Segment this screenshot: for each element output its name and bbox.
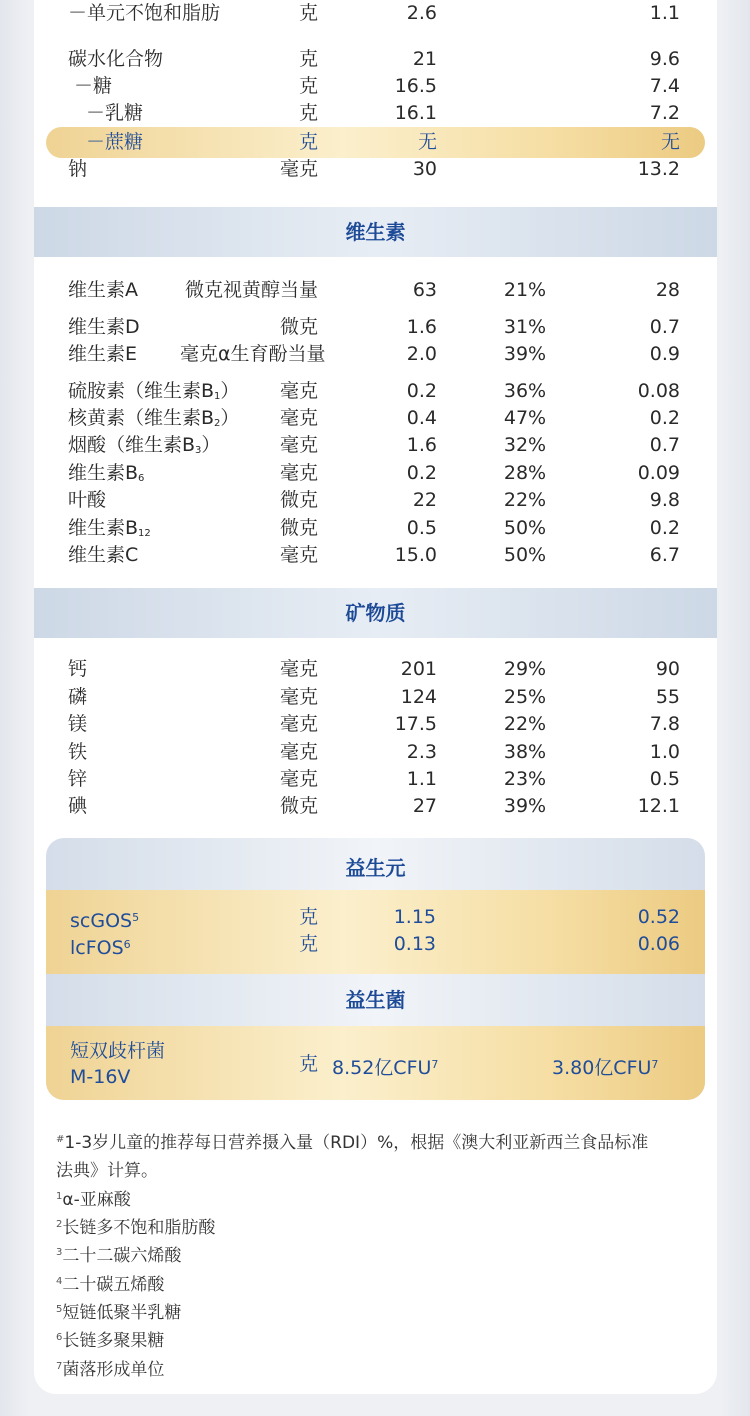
table-row	[34, 405, 717, 432]
footnote-mark: 3	[56, 1247, 63, 1258]
footnote-text: 二十二碳六烯酸	[62, 1246, 182, 1266]
prebiotics-band	[46, 890, 705, 974]
nutrient-per-serving: 0.5	[649, 768, 680, 790]
nutrient-per-serving: 0.2	[649, 517, 680, 539]
nutrient-rdi: 32%	[503, 434, 547, 456]
nutrient-rdi: 28%	[503, 462, 547, 484]
nutrient-name: 维生素D	[68, 316, 140, 338]
nutrient-unit: 微克	[279, 795, 318, 817]
nutrient-unit: 毫克	[279, 380, 318, 402]
table-row	[34, 277, 717, 304]
nutrient-name: 镁	[68, 713, 88, 735]
name-tail: ）	[220, 407, 240, 429]
name-subscript: 3	[195, 445, 202, 456]
name-tail: ）	[220, 380, 240, 402]
table-row	[34, 156, 717, 183]
name-text: 维生素B	[68, 517, 139, 539]
table-row	[34, 656, 717, 683]
nutrient-value: 16.5	[394, 75, 437, 97]
footnote	[56, 1126, 648, 1157]
footnote	[56, 1353, 164, 1384]
nutrient-per-serving: 55	[655, 686, 680, 708]
nutrient-value: 22	[412, 489, 437, 511]
nutrient-unit: 克	[298, 1053, 318, 1075]
nutrient-unit: 毫克	[279, 713, 318, 735]
nutrient-unit: 克	[298, 131, 318, 153]
nutrient-rdi: 22%	[503, 489, 547, 511]
name-subscript: 6	[138, 473, 145, 484]
nutrient-name: 维生素A	[68, 279, 138, 301]
section-header-probiotics: 益生菌	[345, 988, 406, 1012]
nutrient-name: －单元不饱和脂肪	[68, 2, 221, 24]
per-superscript: 7	[651, 1058, 659, 1071]
nutrient-name: 铁	[68, 741, 88, 763]
nutrient-value: 0.2	[406, 462, 437, 484]
table-row	[34, 73, 717, 100]
nutrient-value: 1.6	[406, 434, 437, 456]
footnote-mark: 1	[56, 1191, 63, 1202]
footnote-text: 1-3岁儿童的推荐每日营养摄入量（RDI）%，根据《澳大利亚新西兰食品标准	[64, 1133, 649, 1153]
table-row	[34, 487, 717, 514]
footnote-mark: 6	[56, 1332, 63, 1343]
name-text: lcFOS	[70, 937, 124, 959]
table-row	[34, 341, 717, 368]
nutrient-name: 钙	[68, 658, 88, 680]
nutrient-unit: 微克	[279, 489, 318, 511]
nutrient-unit: 克	[298, 75, 318, 97]
table-row	[34, 739, 717, 766]
nutrient-per-serving: 0.7	[649, 316, 680, 338]
footnote	[56, 1239, 181, 1270]
table-row	[34, 0, 717, 27]
nutrient-unit: 毫克	[279, 462, 318, 484]
nutrient-unit: 微克	[279, 517, 318, 539]
section-header-prebiotics: 益生元	[345, 856, 406, 880]
name-superscript: 5	[132, 911, 140, 924]
nutrient-unit: 毫克	[279, 658, 318, 680]
footnote-text: 长链多不饱和脂肪酸	[62, 1218, 216, 1238]
nutrient-value: 2.3	[406, 741, 437, 763]
table-row	[34, 100, 717, 127]
nutrient-rdi: 29%	[503, 658, 547, 680]
nutrient-name: 碳水化合物	[68, 48, 164, 70]
name-text: 维生素B	[68, 462, 139, 484]
name-subscript: 2	[214, 418, 221, 429]
table-row	[34, 766, 717, 793]
table-row	[34, 711, 717, 738]
nutrient-value: 1.1	[406, 768, 437, 790]
footnote-text: 短链低聚半乳糖	[62, 1303, 182, 1323]
nutrient-unit: 克	[298, 933, 318, 955]
nutrient-value: 1.6	[406, 316, 437, 338]
footnote-mark: 5	[56, 1304, 63, 1315]
section-header-vitamins: 维生素	[34, 207, 717, 257]
nutrient-per-serving: 9.6	[649, 48, 680, 70]
nutrient-per-serving: 7.8	[649, 713, 680, 735]
nutrient-rdi: 23%	[503, 768, 547, 790]
nutrient-rdi: 31%	[503, 316, 547, 338]
footnote-mark: 4	[56, 1276, 63, 1287]
footnote-text: 长链多聚果糖	[62, 1331, 165, 1351]
value-superscript: 7	[431, 1058, 439, 1071]
table-row	[34, 515, 717, 542]
footnote-mark: #	[56, 1134, 65, 1145]
footnote	[56, 1296, 181, 1327]
nutrient-value: 0.13	[393, 933, 436, 955]
nutrient-value: 16.1	[394, 102, 437, 124]
name-tail: ）	[201, 434, 221, 456]
nutrient-per-serving: 28	[655, 279, 680, 301]
nutrient-per-serving: 7.2	[649, 102, 680, 124]
nutrient-unit: 毫克	[279, 434, 318, 456]
nutrient-name: 维生素E	[68, 343, 138, 365]
name-text: scGOS	[70, 910, 133, 932]
table-row	[34, 432, 717, 459]
nutrient-value: 63	[412, 279, 437, 301]
nutrient-per-serving: 0.2	[649, 407, 680, 429]
nutrient-unit: 微克	[279, 316, 318, 338]
nutrient-per-serving: 0.08	[637, 380, 680, 402]
nutrient-rdi: 22%	[503, 713, 547, 735]
probiotic-name-line2	[46, 1064, 705, 1091]
nutrient-rdi: 39%	[503, 343, 547, 365]
nutrient-per-serving: 0.09	[637, 462, 680, 484]
nutrient-value: 30	[412, 158, 437, 180]
nutrient-value: 124	[400, 686, 437, 708]
name-text: 核黄素（维生素B	[68, 407, 215, 429]
nutrient-name: －糖	[74, 75, 113, 97]
per-text: 3.80亿CFU	[552, 1057, 652, 1079]
nutrient-rdi: 47%	[503, 407, 547, 429]
nutrient-value: 21	[412, 48, 437, 70]
nutrient-per-serving: 1.0	[649, 741, 680, 763]
table-row	[34, 314, 717, 341]
nutrient-name	[70, 931, 131, 962]
nutrient-rdi: 36%	[503, 380, 547, 402]
nutrient-rdi: 50%	[503, 544, 547, 566]
footnote	[56, 1183, 131, 1214]
footnote-mark: 2	[56, 1219, 63, 1230]
table-row	[34, 46, 717, 73]
nutrient-value: 201	[400, 658, 437, 680]
nutrient-value: 0.4	[406, 407, 437, 429]
name-subscript: 1	[214, 391, 221, 402]
nutrient-rdi: 38%	[503, 741, 547, 763]
footnote	[56, 1324, 164, 1355]
nutrient-value: 0.5	[406, 517, 437, 539]
nutrient-rdi: 25%	[503, 686, 547, 708]
table-row	[34, 684, 717, 711]
nutrient-unit: 毫克	[279, 686, 318, 708]
footnote	[56, 1211, 215, 1242]
nutrient-per-serving: 90	[655, 658, 680, 680]
nutrient-per-serving: 6.7	[649, 544, 680, 566]
table-row	[46, 931, 705, 958]
nutrient-strain: M-16V	[70, 1066, 131, 1088]
nutrient-value: 15.0	[394, 544, 437, 566]
nutrient-name: －乳糖	[86, 102, 144, 124]
nutrient-per-serving: 13.2	[637, 158, 680, 180]
nutrient-name: 锌	[68, 768, 88, 790]
nutrient-per-serving: 0.52	[637, 906, 680, 928]
footnote	[56, 1154, 158, 1185]
nutrient-unit: 微克视黄醇当量	[184, 279, 318, 301]
nutrient-per-serving: 无	[660, 131, 680, 153]
value-text: 8.52亿CFU	[332, 1057, 432, 1079]
nutrition-card	[34, 0, 717, 1394]
nutrient-name: 叶酸	[68, 489, 107, 511]
nutrient-unit: 毫克α生育酚当量	[180, 343, 326, 365]
name-text: 烟酸（维生素B	[68, 434, 196, 456]
nutrient-value: 1.15	[393, 906, 436, 928]
nutrient-rdi: 39%	[503, 795, 547, 817]
nutrient-name: 磷	[68, 686, 88, 708]
nutrient-unit: 毫克	[279, 407, 318, 429]
nutrient-unit: 克	[298, 48, 318, 70]
nutrient-unit: 毫克	[279, 544, 318, 566]
nutrient-name: －蔗糖	[86, 131, 144, 153]
probiotics-band	[46, 1026, 705, 1100]
nutrient-per-serving: 1.1	[649, 2, 680, 24]
table-row	[34, 378, 717, 405]
footnote	[56, 1268, 164, 1299]
nutrient-per-serving: 0.7	[649, 434, 680, 456]
nutrient-per-serving: 12.1	[637, 795, 680, 817]
name-text: 硫胺素（维生素B	[68, 380, 215, 402]
footnote-mark: 7	[56, 1361, 63, 1372]
nutrient-per-serving: 0.06	[637, 933, 680, 955]
footnote-text: 二十碳五烯酸	[62, 1275, 165, 1295]
nutrient-name: 碘	[68, 795, 88, 817]
nutrient-per-serving: 0.9	[649, 343, 680, 365]
table-row	[34, 793, 717, 820]
nutrient-per-serving: 7.4	[649, 75, 680, 97]
biotics-box	[46, 838, 705, 1100]
nutrient-unit: 克	[298, 906, 318, 928]
nutrient-unit: 毫克	[279, 158, 318, 180]
nutrient-unit: 克	[298, 102, 318, 124]
nutrient-per-serving: 9.8	[649, 489, 680, 511]
name-subscript: 12	[138, 528, 151, 539]
nutrient-rdi: 21%	[503, 279, 547, 301]
footnote-text: α-亚麻酸	[62, 1190, 131, 1210]
nutrient-value: 2.0	[406, 343, 437, 365]
section-header-minerals: 矿物质	[34, 588, 717, 638]
footnote-text: 法典》计算。	[56, 1161, 158, 1181]
nutrient-unit: 毫克	[279, 768, 318, 790]
nutrient-value: 0.2	[406, 380, 437, 402]
nutrient-value: 无	[417, 131, 437, 153]
nutrient-value: 2.6	[406, 2, 437, 24]
name-superscript: 6	[123, 938, 131, 951]
table-row	[34, 542, 717, 569]
nutrient-rdi: 50%	[503, 517, 547, 539]
nutrient-name: 钠	[68, 158, 88, 180]
table-row	[46, 904, 705, 931]
table-row-sucrose	[34, 129, 717, 156]
nutrient-value: 27	[412, 795, 437, 817]
nutrient-value: 17.5	[394, 713, 437, 735]
nutrient-name: 维生素C	[68, 544, 139, 566]
footnote-text: 菌落形成单位	[62, 1360, 165, 1380]
nutrient-unit: 毫克	[279, 741, 318, 763]
table-row	[34, 460, 717, 487]
nutrient-name: 短双歧杆菌	[70, 1040, 166, 1062]
nutrient-unit: 克	[298, 2, 318, 24]
